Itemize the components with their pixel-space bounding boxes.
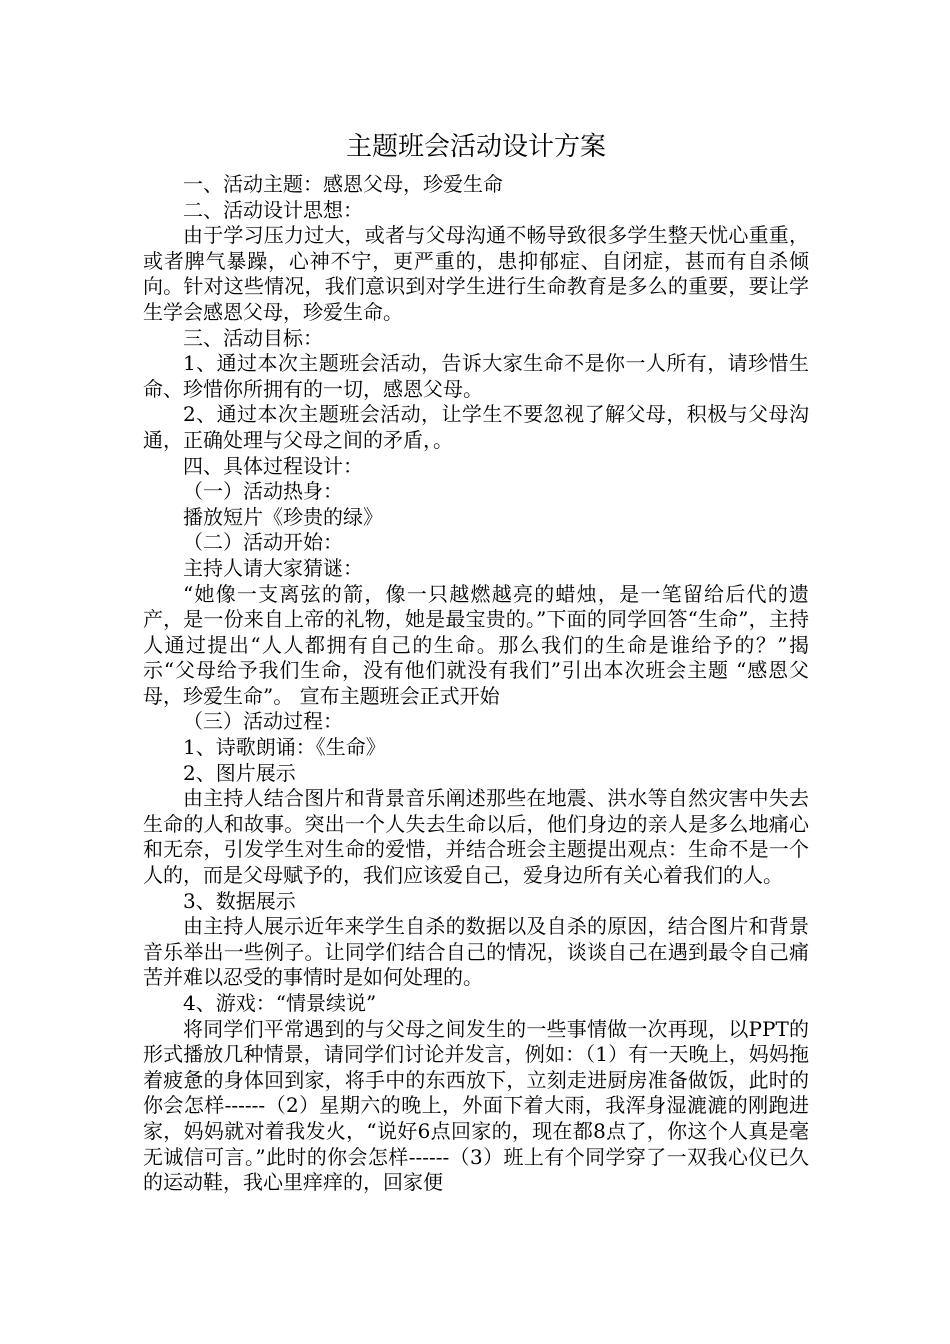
paragraph-game: 将同学们平常遇到的与父母之间发生的一些事情做一次再现，以PPT的形式播放几种情景，请同学们讨论并发言，例如：（1）有一天晚上，妈妈拖着疲惫的身体回到家，将手中的东西放下，立刻走进厨房准备做饭，此时的你会怎样------（2）星期六的晚上，外面下着大雨，我浑身湿漉漉的刚跑进家，妈妈就对着我发火，“说好6点回家的，现在都8点了，你这个人真是毫无诚信可言。”此时的你会怎样------（3）班上有个同学穿了一双我心仪已久的运动鞋，我心里痒痒的，回家便 [143,1016,809,1195]
paragraph-pictures-heading: 2、图片展示 [183,760,296,785]
paragraph-start-heading: （二）活动开始： [183,530,343,555]
paragraph-riddle: “她像一支离弦的箭，像一只越燃越亮的蜡烛，是一笔留给后代的遗产，是一份来自上帝的礼物，她是最宝贵的。”下面的同学回答“生命”，主持人通过提出“人人都拥有自己的生命。那么我们的生命是谁给予的？”揭示“父母给予我们生命，没有他们就没有我们”引出本次班会主题 “感恩父母，珍爱生命”。 宣布主题班会正式开始 [143,581,809,708]
paragraph-game-heading: 4、游戏：“情景续说” [183,991,377,1015]
paragraph-goal-1: 1、通过本次主题班会活动，告诉大家生命不是你一人所有，请珍惜生命、珍惜你所拥有的一切，感恩父母。 [143,351,809,401]
paragraph-goals-heading: 三、活动目标： [183,325,323,350]
paragraph-data-heading: 3、数据展示 [183,888,296,913]
document-page [143,130,809,1196]
paragraph-process-heading: 四、具体过程设计： [183,453,363,478]
paragraph-design-idea-heading: 二、活动设计思想： [183,197,363,222]
paragraph-pictures: 由主持人结合图片和背景音乐阐述那些在地震、洪水等自然灾害中失去生命的人和故事。突出一个人失去生命以后，他们身边的亲人是多么地痛心和无奈，引发学生对生命的爱惜，并结合班会主题提出观点：生命不是一个人的，而是父母赋予的，我们应该爱自己，爱身边所有关心着我们的人。 [143,786,809,888]
document-title: 主题班会活动设计方案 [345,132,606,162]
paragraph-activity-process-heading: （三）活动过程： [183,709,343,734]
paragraph-data: 由主持人展示近年来学生自杀的数据以及自杀的原因，结合图片和背景音乐举出一些例子。让同学们结合自己的情况，谈谈自己在遇到最令自己痛苦并难以忍受的事情时是如何处理的。 [143,914,809,990]
paragraph-goal-2: 2、通过本次主题班会活动，让学生不要忽视了解父母，积极与父母沟通，正确处理与父母之间的矛盾，。 [143,402,809,452]
paragraph-warmup: 播放短片《珍贵的绿》 [183,504,383,529]
paragraph-riddle-intro: 主持人请大家猜谜： [183,555,363,580]
paragraph-design-idea: 由于学习压力过大，或者与父母沟通不畅导致很多学生整天忧心重重，或者脾气暴躁，心神不宁，更严重的，患抑郁症、自闭症，甚而有自杀倾向。针对这些情况，我们意识到对学生进行生命教育是多么的重要，要让学生学会感恩父母，珍爱生命。 [143,223,809,324]
paragraph-poem: 1、诗歌朗诵：《生命》 [183,735,386,760]
paragraph-warmup-heading: （一）活动热身： [183,479,343,504]
paragraph-activity-theme: 一、活动主题：感恩父母，珍爱生命 [183,172,503,196]
